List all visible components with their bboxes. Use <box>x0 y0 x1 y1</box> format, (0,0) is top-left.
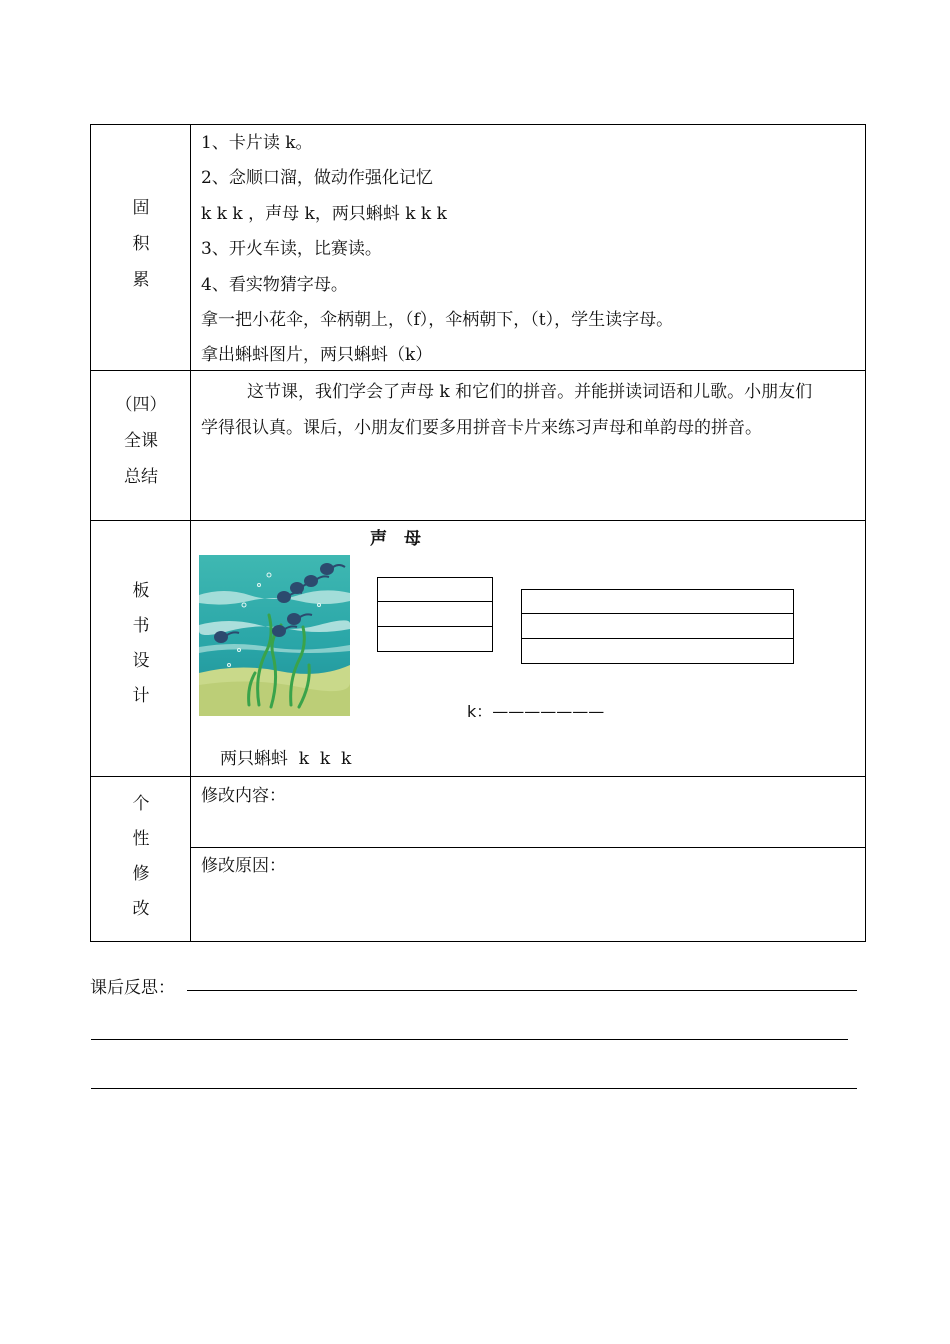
consolidate-line-1: 1、卡片读 k。 <box>201 133 313 153</box>
consolidate-line-2: 2、念顺口溜，做动作强化记忆 <box>201 168 433 188</box>
consolidate-line-6: 拿一把小花伞，伞柄朝上，（f），伞柄朝下，（t），学生读字母。 <box>201 310 674 330</box>
revise-label: 个 性 修 改 <box>132 794 150 919</box>
reflection-line-3 <box>91 1088 857 1089</box>
consolidate-line-4: 3、开火车读，比赛读。 <box>201 239 382 259</box>
summary-text-line-1: 这节课，我们学会了声母 k 和它们的拼音。并能拼读词语和儿歌。小朋友们 <box>247 382 813 402</box>
reflection-label: 课后反思： <box>90 978 175 998</box>
tadpole-illustration <box>199 555 350 716</box>
k-line: k：——————— <box>467 702 605 721</box>
reflection-line-1 <box>187 990 857 991</box>
revise-reason-label: 修改原因： <box>201 856 286 876</box>
summary-text-line-2: 学得很认真。课后，小朋友们要多用拼音卡片来练习声母和单韵母的拼音。 <box>201 418 762 438</box>
board-title: 声 母 <box>370 529 421 549</box>
tadpole-caption: 两只蝌蚪 k k k <box>220 749 352 769</box>
consolidate-line-7: 拿出蝌蚪图片，两只蝌蚪（k） <box>201 345 433 365</box>
consolidate-label: 固 积 累 <box>132 198 150 290</box>
reflection-line-2 <box>91 1039 848 1040</box>
summary-label: （四） 全课 总结 <box>115 395 167 487</box>
board-label: 板 书 设 计 <box>132 581 150 706</box>
consolidate-line-3: k k k ，声母 k，两只蝌蚪 k k k <box>201 204 447 224</box>
revise-content-label: 修改内容： <box>201 786 286 806</box>
consolidate-line-5: 4、看实物猜字母。 <box>201 275 348 295</box>
